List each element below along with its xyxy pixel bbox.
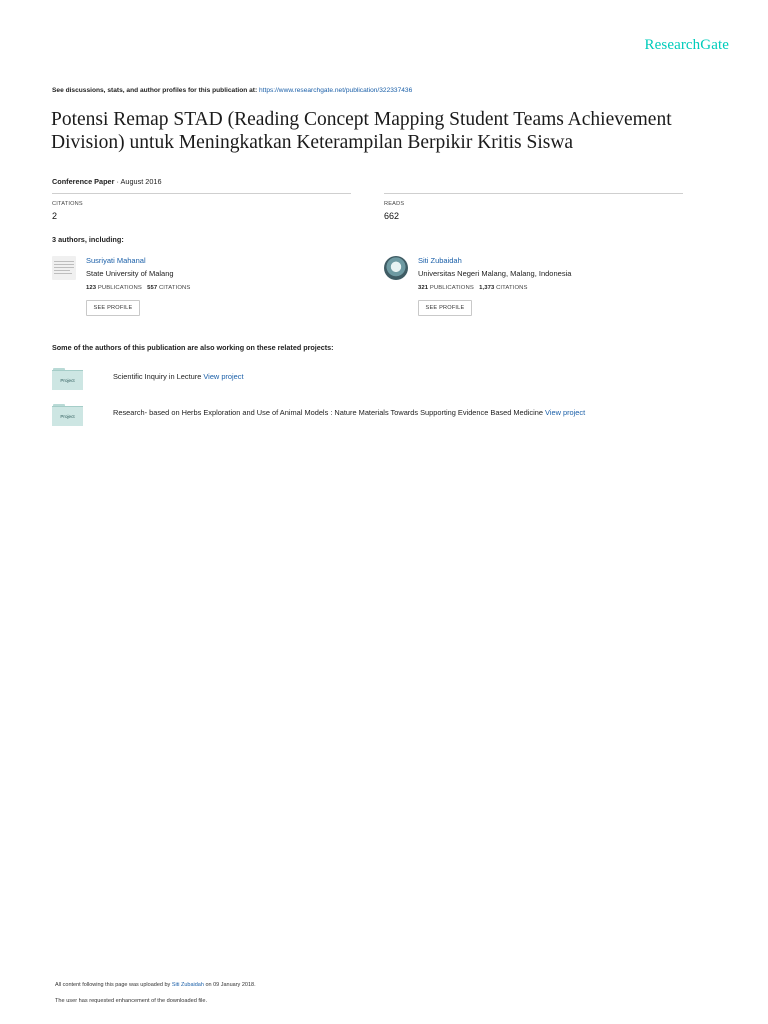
project-text (113, 408, 585, 417)
researchgate-logo[interactable]: ResearchGate (644, 37, 729, 53)
author-stats (86, 285, 190, 291)
publication-meta (52, 177, 162, 186)
upload-note (55, 982, 256, 988)
upload-note-suffix: on 09 January 2018. (203, 982, 256, 988)
author-stats (418, 285, 528, 291)
project-folder-icon[interactable] (52, 368, 83, 389)
author-citations-label: CITATIONS (157, 285, 191, 291)
see-line-prefix: See discussions, stats, and author profiles for this publication at: (52, 87, 260, 94)
author-publications-label: PUBLICATIONS (96, 285, 142, 291)
citations-value: 2 (52, 211, 58, 221)
author-institution: Universitas Negeri Malang, Malang, Indonesia (418, 269, 572, 278)
publication-date: · August 2016 (114, 177, 162, 186)
avatar[interactable] (52, 256, 76, 280)
publication-title: Potensi Remap STAD (Reading Concept Mapping Student Teams Achievement Division) untuk Meningkatkan Keterampilan Berpikir Kritis Siswa (51, 109, 672, 153)
see-profile-button[interactable]: SEE PROFILE (86, 300, 140, 316)
reads-value: 662 (384, 211, 400, 221)
author-institution: State University of Malang (86, 269, 174, 278)
view-project-link[interactable]: View project (203, 372, 244, 381)
reads-divider (384, 193, 683, 194)
avatar[interactable] (384, 256, 408, 280)
project-folder-icon[interactable] (52, 404, 83, 425)
reads-label: READS (384, 201, 405, 207)
author-publications-count: 123 (86, 285, 97, 291)
author-citations-count: 557 (147, 285, 158, 291)
author-name[interactable]: Susriyati Mahanal (86, 256, 146, 265)
related-projects-heading: Some of the authors of this publication are also working on these related projects: (52, 343, 334, 352)
citations-divider (52, 193, 351, 194)
author-name[interactable]: Siti Zubaidah (418, 256, 462, 265)
project-text (113, 372, 244, 381)
author-citations-label: CITATIONS (494, 285, 528, 291)
authors-heading: 3 authors, including: (52, 235, 124, 244)
publication-type: Conference Paper (52, 177, 115, 186)
see-profile-button[interactable]: SEE PROFILE (418, 300, 472, 316)
view-project-link[interactable]: View project (545, 408, 586, 417)
publication-url-link[interactable]: https://www.researchgate.net/publication/322337436 (259, 87, 413, 94)
enhancement-note: The user has requested enhancement of the downloaded file. (55, 998, 208, 1004)
project-title: Research- based on Herbs Exploration and Use of Animal Models : Nature Materials Towards Supporting Evidence Based Medicine (113, 408, 546, 417)
author-publications-count: 321 (418, 285, 429, 291)
project-icon-label: Project (52, 406, 83, 426)
author-citations-count: 1,373 (479, 285, 495, 291)
upload-note-prefix: All content following this page was uploaded by (55, 982, 172, 988)
publication-link-line (52, 87, 412, 94)
project-icon-label: Project (52, 370, 83, 390)
uploader-link[interactable]: Siti Zubaidah (171, 982, 204, 988)
citations-label: CITATIONS (52, 201, 83, 207)
project-title: Scientific Inquiry in Lecture (113, 372, 204, 381)
author-publications-label: PUBLICATIONS (428, 285, 474, 291)
